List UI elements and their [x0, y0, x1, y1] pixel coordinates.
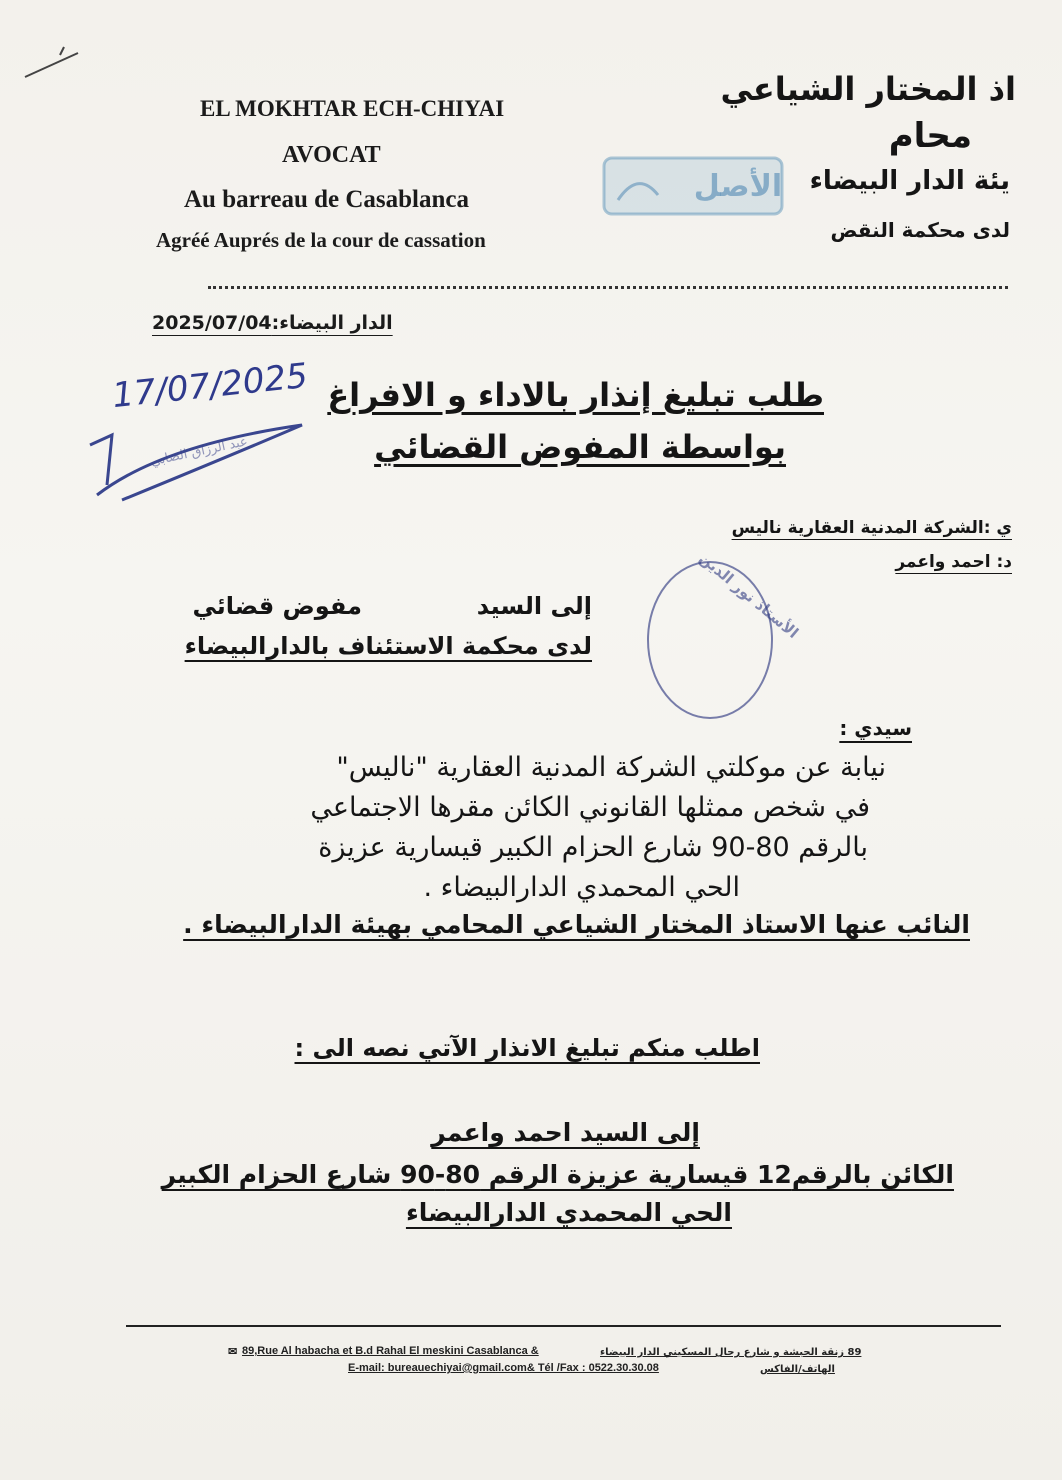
- original-stamp: [598, 150, 788, 220]
- footer-contact-fr: E-mail: bureauechiyai@gmail.com& Tél /Fax : 0522.30.30.08: [348, 1362, 659, 1374]
- original-stamp-text: الأصل: [693, 169, 783, 204]
- letterhead-ar-bar: يئة الدار البيضاء: [809, 166, 1010, 196]
- recipient-address: الكائن بالرقم12 قيسارية عزيزة الرقم 80-90 شارع الحزام الكبير: [161, 1160, 954, 1189]
- request-line: اطلب منكم تبليغ الانذار الآتي نصه الى :: [294, 1034, 760, 1062]
- bailiff-stamp: [600, 520, 840, 730]
- signature-stamp-left: [82, 405, 322, 525]
- body-line-4: الحي المحمدي الدارالبيضاء .: [423, 872, 740, 903]
- body-line-2: في شخص ممثلها القانوني الكائن مقرها الاجتماعي: [310, 792, 870, 823]
- header-divider: [208, 286, 1008, 289]
- addressee-to: إلى السيد: [476, 592, 592, 620]
- footer-address-ar: 89 زنقة الحبشة و شارع رحال المسكيني الدار البيضاء: [600, 1347, 862, 1358]
- party-for: ي :الشركة المدنية العقارية ناليس: [731, 518, 1012, 538]
- letterhead-ar-cassation: لدى محكمة النقض: [830, 218, 1010, 242]
- footer-divider: [126, 1325, 1001, 1327]
- letterhead-ar-name: اذ المختار الشياعي: [720, 70, 1016, 108]
- pencil-mark: [20, 45, 90, 85]
- footer-contact-ar: الهاتف/الفاكس: [760, 1364, 835, 1375]
- body-line-5: النائب عنها الاستاذ المختار الشياعي المحامي بهيئة الدارالبيضاء .: [183, 910, 970, 939]
- title-line-2: بواسطة المفوض القضائي: [374, 428, 786, 466]
- center-stamp-text: الأستاذ نور الدين: [695, 549, 802, 643]
- addressee-court: لدى محكمة الاستئناف بالدارالبيضاء: [184, 632, 592, 660]
- body-line-1: نيابة عن موكلتي الشركة المدنية العقارية "ناليس": [336, 752, 886, 783]
- recipient-name: إلى السيد احمد واعمر: [431, 1118, 700, 1147]
- letterhead-fr-bar: Au barreau de Casablanca: [184, 186, 469, 213]
- addressee-role: مفوض قضائي: [192, 592, 362, 620]
- letterhead-fr-name: EL MOKHTAR ECH-CHIYAI: [200, 96, 505, 121]
- recipient-district: الحي المحمدي الدارالبيضاء: [405, 1198, 732, 1227]
- left-stamp-text: عبد الرزاق الصابي: [149, 434, 250, 470]
- date-line: الدار البيضاء:2025/07/04: [152, 312, 393, 334]
- title-line-1: طلب تبليغ إنذار بالاداء و الافراغ: [327, 376, 824, 414]
- party-against: د: احمد واعمر: [895, 552, 1012, 572]
- handwritten-date: 17/07/2025: [110, 355, 310, 417]
- footer-envelope-icon: ✉: [228, 1346, 238, 1358]
- letterhead-fr-cassation: Agréé Auprés de la cour de cassation: [156, 228, 486, 252]
- letterhead-fr-title: AVOCAT: [282, 142, 381, 168]
- salutation: سيدي :: [839, 716, 912, 740]
- body-line-3: بالرقم 80-90 شارع الحزام الكبير قيسارية عزيزة: [318, 832, 868, 863]
- letterhead-ar-title: محام: [888, 116, 972, 156]
- footer-address-fr: 89,Rue Al habacha et B.d Rahal El meskini Casablanca &: [242, 1345, 539, 1357]
